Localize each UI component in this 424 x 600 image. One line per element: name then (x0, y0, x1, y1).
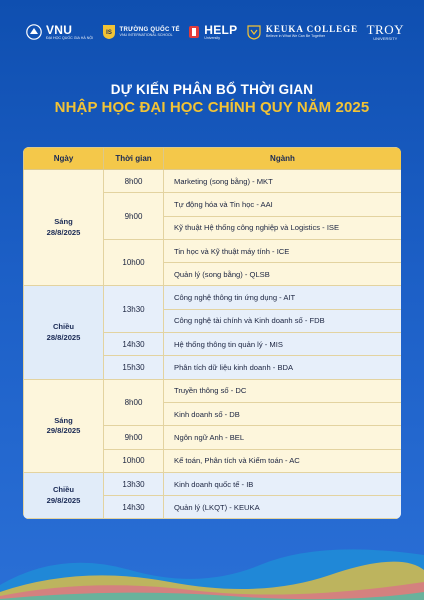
session-cell (24, 170, 104, 286)
table-row (24, 286, 402, 309)
header-day: Ngày (24, 148, 104, 170)
time-cell: 14h30 (104, 496, 164, 519)
major-cell: Marketing (song bằng) - MKT (164, 170, 402, 193)
help-emblem-icon (188, 25, 200, 39)
header-major: Ngành (164, 148, 402, 170)
major-cell: Kế toán, Phân tích và Kiểm toán - AC (164, 449, 402, 472)
keuka-crest-icon (246, 24, 262, 40)
page-title-line1: DỰ KIẾN PHÂN BỔ THỜI GIAN (110, 82, 314, 97)
session-date: 28/8/2025 (46, 227, 81, 237)
time-cell: 13h30 (104, 286, 164, 333)
keuka-logo-text: KEUKA COLLEGE (265, 24, 359, 35)
troy-logo (367, 23, 404, 41)
major-cell: Ngôn ngữ Anh - BEL (164, 426, 402, 449)
time-cell: 9h00 (104, 426, 164, 449)
partner-logo-bar (0, 0, 424, 64)
session-day: Chiều (52, 485, 75, 495)
session-date: 29/8/2025 (46, 495, 81, 505)
major-cell: Kinh doanh quốc tế - IB (164, 472, 402, 495)
major-cell: Truyền thông số - DC (164, 379, 402, 402)
page-title-line2: NHẬP HỌC ĐẠI HỌC CHÍNH QUY NĂM 2025 (54, 99, 370, 116)
time-cell: 13h30 (104, 472, 164, 495)
time-cell: 15h30 (104, 356, 164, 379)
table-row (24, 379, 402, 402)
schedule-table (23, 147, 401, 519)
time-cell: 10h00 (104, 239, 164, 286)
help-logo (188, 24, 237, 41)
is-shield-icon (102, 24, 116, 40)
major-cell: Kinh doanh số - DB (164, 402, 402, 425)
time-cell: 8h00 (104, 379, 164, 426)
major-cell: Tự động hóa và Tin học - AAI (164, 193, 402, 216)
keuka-logo (246, 24, 358, 40)
session-day: Sáng (54, 217, 73, 227)
time-cell: 14h30 (104, 333, 164, 356)
time-cell: 9h00 (104, 193, 164, 240)
major-cell: Kỹ thuật Hệ thống công nghiệp và Logistics - ISE (164, 216, 402, 239)
major-cell: Tin học và Kỹ thuật máy tính - ICE (164, 239, 402, 262)
vnu-logo-text: VNU (46, 22, 73, 37)
help-logo-text: HELP (204, 22, 238, 37)
svg-text:IS: IS (105, 30, 112, 36)
is-logo (102, 24, 180, 40)
session-day: Sáng (54, 415, 73, 425)
major-cell: Quản lý (song bằng) - QLSB (164, 263, 402, 286)
session-date: 29/8/2025 (46, 425, 81, 435)
session-date: 28/8/2025 (46, 332, 81, 342)
help-logo-sub: University (204, 35, 221, 40)
time-cell: 8h00 (104, 170, 164, 193)
header-time: Thời gian (104, 148, 164, 170)
troy-logo-sub: UNIVERSITY (373, 36, 398, 41)
keuka-logo-sub: Believe in What We Can Be Together (265, 34, 326, 39)
major-cell: Quản lý (LKQT) - KEUKA (164, 496, 402, 519)
troy-logo-text: TROY (366, 22, 404, 37)
session-cell (24, 286, 104, 379)
vnu-logo (26, 24, 93, 41)
bottom-wave-decoration (0, 530, 424, 600)
vnu-logo-sub: ĐẠI HỌC QUỐC GIA HÀ NỘI (46, 35, 94, 40)
is-logo-sub: VNU INTERNATIONAL SCHOOL (119, 32, 173, 37)
schedule-table-container (23, 147, 401, 519)
vnu-emblem-icon (26, 24, 42, 40)
major-cell: Phân tích dữ liệu kinh doanh - BDA (164, 356, 402, 379)
time-cell: 10h00 (104, 449, 164, 472)
session-day: Chiều (52, 322, 75, 332)
table-row (24, 472, 402, 495)
is-logo-text: TRƯỜNG QUỐC TẾ (119, 26, 180, 33)
major-cell: Công nghệ thông tin ứng dụng - AIT (164, 286, 402, 309)
major-cell: Công nghệ tài chính và Kinh doanh số - FDB (164, 309, 402, 332)
table-header-row (24, 148, 402, 170)
major-cell: Hệ thống thông tin quản lý - MIS (164, 333, 402, 356)
session-cell (24, 379, 104, 472)
table-row (24, 170, 402, 193)
session-cell (24, 472, 104, 519)
